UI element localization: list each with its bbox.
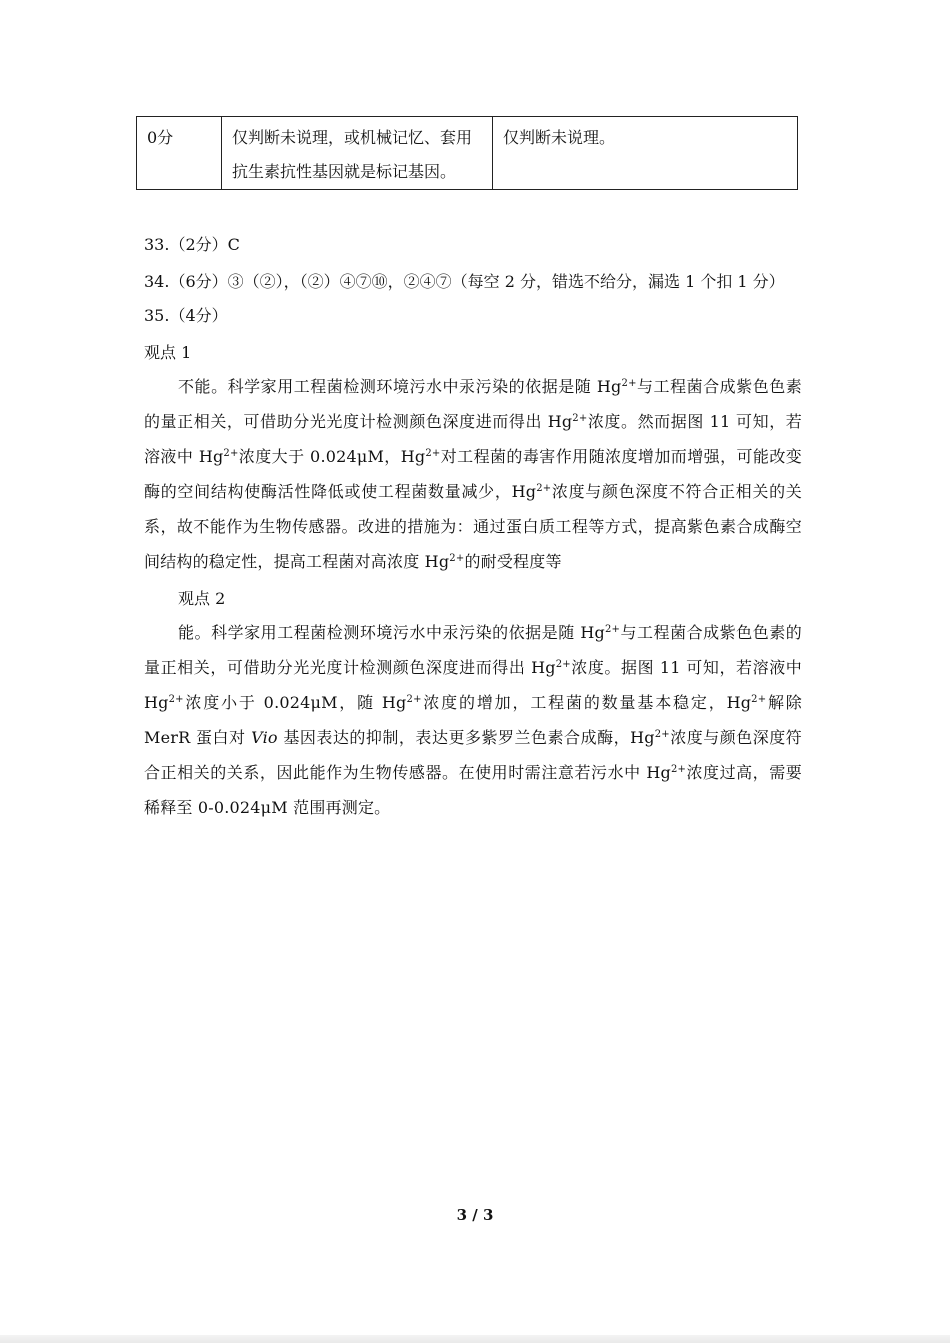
score-cell: 0分: [137, 117, 222, 190]
ion-charge: 2+: [604, 624, 621, 635]
answer-34: 34.（6分）③（②），（②）④⑦⑩，②④⑦（每空 2 分，错选不给分，漏选 1 个扣 1 分）: [144, 272, 785, 291]
text-span: 浓度过高，需要稀释至 0-0.024μM 范围再测定。: [144, 763, 802, 817]
criteria-line-1: 仅判断未说理，或机械记忆、套用: [232, 128, 473, 147]
text-span: 浓度。据图 11 可知，若溶液中 Hg: [144, 658, 802, 712]
answer-33: 33.（2分）C: [144, 235, 240, 254]
ion-charge: 2+: [670, 764, 687, 775]
criteria-line-2: 抗生素抗性基因就是标记基因。: [232, 162, 457, 181]
table-row: [137, 117, 798, 190]
text-span: 浓度小于 0.024μM，随 Hg: [183, 693, 407, 712]
view2-heading: 观点 2: [178, 589, 226, 608]
text-span: 解除 MerR 蛋白对: [144, 693, 803, 747]
ion-charge: 2+: [425, 448, 441, 459]
grading-table: [136, 116, 798, 190]
view1-paragraph: [144, 369, 802, 579]
ion-charge: 2+: [168, 694, 184, 705]
text-span: 对工程菌的毒害作用随浓度增加而增强，可能改变酶的空间结构使酶活性降低或使工程菌数量减少，Hg: [144, 447, 802, 501]
text-span: 浓度与颜色深度符合正相关的关系，因此能作为生物传感器。在使用时需注意若污水中 Hg: [144, 728, 802, 782]
criteria-cell: [222, 117, 493, 190]
ion-charge: 2+: [223, 448, 239, 459]
scan-edge: [0, 1335, 950, 1343]
answer-35: 35.（4分）: [144, 306, 228, 325]
text-span: 的耐受程度等: [464, 552, 562, 571]
text-span: 浓度大于 0.024μM，Hg: [238, 447, 426, 466]
text-span: 不能。科学家用工程菌检测环境污水中汞污染的依据是随 Hg: [178, 377, 622, 396]
text-span: 与工程菌合成紫色色素的量正相关，可借助分光光度计检测颜色深度进而得出 Hg: [144, 377, 802, 431]
view2-paragraph: [144, 615, 802, 825]
gene-name: Vio: [251, 728, 278, 747]
text-span: 与工程菌合成紫色色素的量正相关，可借助分光光度计检测颜色深度进而得出 Hg: [144, 623, 802, 677]
text-span: 浓度与颜色深度不符合正相关的关系，故不能作为生物传感器。改进的措施为：通过蛋白质工程等方式，提高紫色素合成酶空间结构的稳定性，提高工程菌对高浓度 Hg: [144, 482, 802, 571]
ion-charge: 2+: [572, 413, 588, 424]
page-number: 3 / 3: [456, 1206, 494, 1224]
ion-charge: 2+: [751, 694, 767, 705]
text-span: 能。科学家用工程菌检测环境污水中汞污染的依据是随 Hg: [178, 623, 605, 642]
text-span: 基因表达的抑制，表达更多紫罗兰色素合成酶，Hg: [277, 728, 655, 747]
ion-charge: 2+: [555, 659, 571, 670]
ion-charge: 2+: [654, 729, 670, 740]
text-span: 浓度。然而据图 11 可知，若溶液中 Hg: [144, 412, 802, 466]
ion-charge: 2+: [536, 483, 552, 494]
text-span: 浓度的增加，工程菌的数量基本稳定，Hg: [421, 693, 752, 712]
ion-charge: 2+: [621, 378, 637, 389]
ion-charge: 2+: [449, 553, 465, 564]
criteria-cell-2: 仅判断未说理。: [493, 117, 798, 190]
view1-heading: 观点 1: [144, 343, 192, 362]
ion-charge: 2+: [406, 694, 422, 705]
